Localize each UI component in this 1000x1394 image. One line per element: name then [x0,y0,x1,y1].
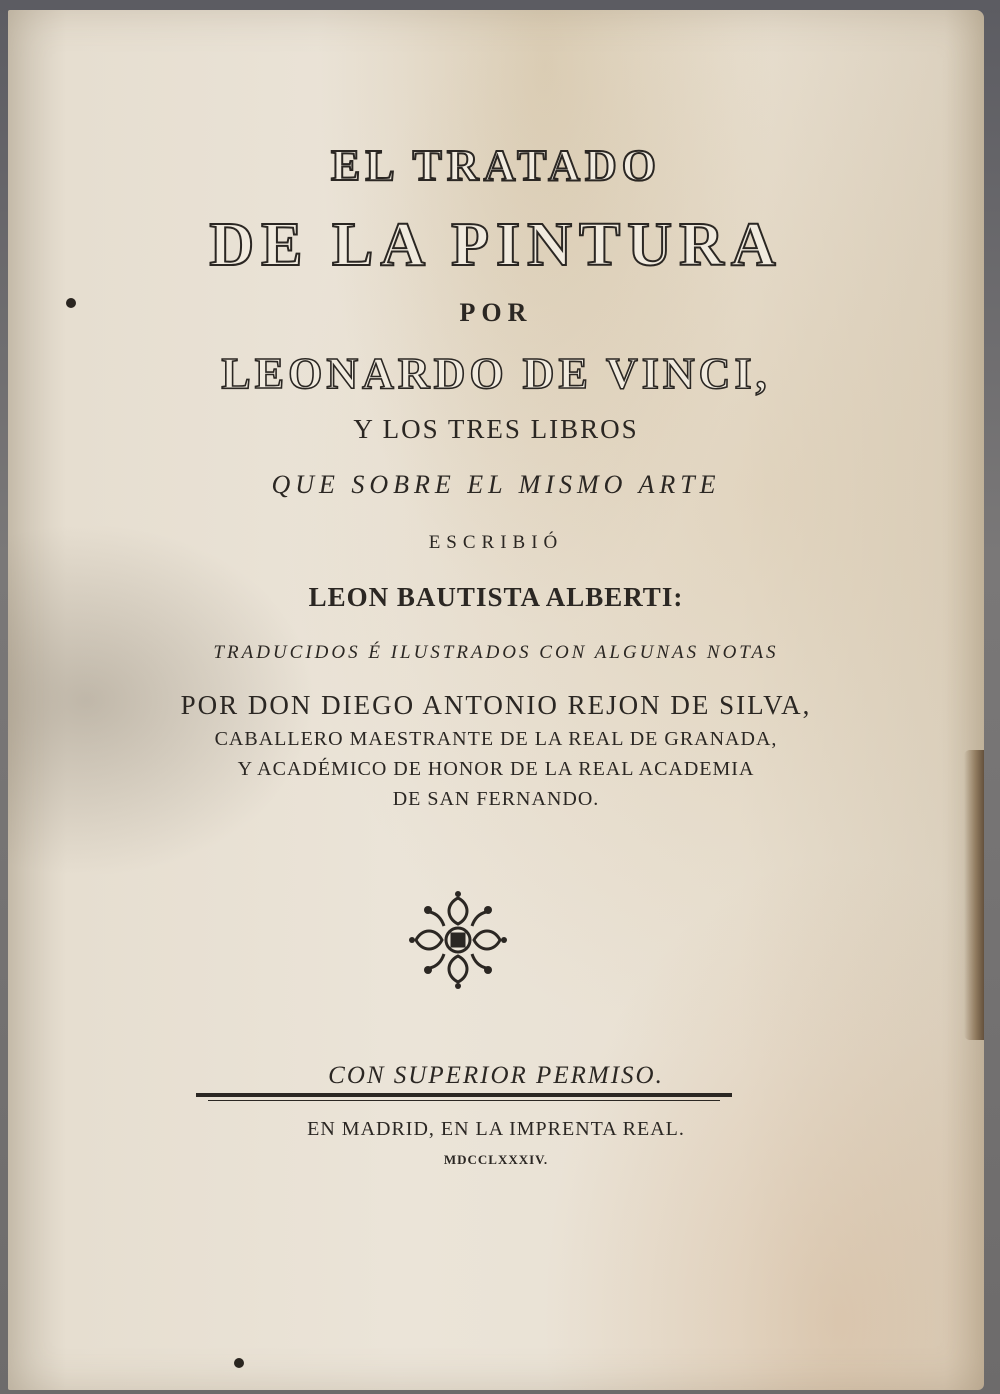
byline-por: POR [459,298,533,327]
title-line-2: DE LA PINTURA [209,211,783,279]
title-line-1: EL TRATADO [331,141,661,190]
second-author: LEON BAUTISTA ALBERTI: [308,582,684,612]
author-name: LEONARDO DE VINCI, [221,349,771,398]
imprint-line: EN MADRID, EN LA IMPRENTA REAL. [307,1118,685,1140]
divider-rule [196,1093,732,1097]
translator-title-3: DE SAN FERNANDO. [392,788,600,810]
printer-ornament [408,890,508,990]
permission-line: CON SUPERIOR PERMISO. [328,1062,664,1089]
translator-line: POR DON DIEGO ANTONIO REJON DE SILVA, [180,690,812,720]
translator-title-2: Y ACADÉMICO DE HONOR DE LA REAL ACADEMIA [237,758,755,780]
divider-rule-thin [208,1100,720,1101]
translation-note: TRADUCIDOS É ILUSTRADOS CON ALGUNAS NOTAS [213,642,779,663]
subtitle-line-1: Y LOS TRES LIBROS [353,414,639,444]
translator-title-1: CABALLERO MAESTRANTE DE LA REAL DE GRANADA, [214,728,778,750]
subtitle-line-2: QUE SOBRE EL MISMO ARTE [271,470,721,499]
title-page [8,10,984,1390]
publication-year: MDCCLXXXIV. [443,1152,549,1167]
worm-hole [234,1358,244,1368]
subtitle-escribio: ESCRIBIÓ [428,532,564,553]
